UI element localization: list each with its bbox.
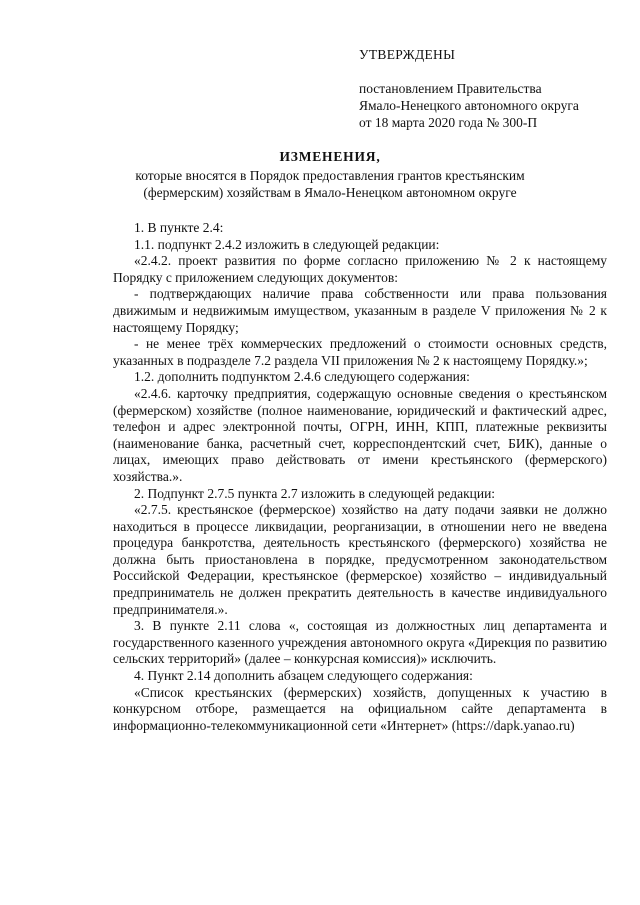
document-subtitle-line-2: (фермерским) хозяйствам в Ямало-Ненецком автономном округе [143,185,517,200]
paragraph: 3. В пункте 2.11 слова «, состоящая из должностных лиц департамента и государственного казенного учреждения автономного округа «Дирекция по развитию сельских территорий» (далее – конкурсная комиссия)» исключить. [113,618,607,667]
approval-line-3: от 18 марта 2020 года № 300-П [359,115,538,130]
paragraph: «2.4.2. проект развития по форме согласно приложению № 2 к настоящему Порядку с приложением следующих документов: [113,253,607,285]
approval-line-1: постановлением Правительства [359,81,542,96]
approval-block [359,46,629,131]
document-title: ИЗМЕНЕНИЯ, [279,149,381,164]
paragraph: 4. Пункт 2.14 дополнить абзацем следующего содержания: [134,668,473,684]
paragraph: - подтверждающих наличие права собственности или права пользования движимым и недвижимым имуществом, указанным в разделе V приложения № 2 к настоящему Порядку; [113,286,607,335]
paragraph: 1. В пункте 2.4: [134,220,224,235]
document-heading [80,148,580,201]
paragraph: «Список крестьянских (фермерских) хозяйств, допущенных к участию в конкурсном отборе, размещается на официальном сайте департамента в информационно-телекоммуникационной сети «Интернет» (https://dapk.yanao.ru) [113,684,607,733]
paragraph: 1.2. дополнить подпунктом 2.4.6 следующего содержания: [134,369,470,385]
paragraph: «2.4.6. карточку предприятия, содержащую основные сведения о крестьянском (фермерском) хозяйстве (полное наименование, юридический и фактический адрес, телефон и адрес электронной почты, ОГРН, ИНН, КПП, платежные реквизиты (наименование банка, расчетный счет, корреспондентский счет, БИК), данные о лицах, имеющих право действовать от имени крестьянского (фермерского) хозяйства.». [113,385,607,484]
document-body [113,220,607,734]
approval-line-2: Ямало-Ненецкого автономного округа [359,98,579,113]
paragraph: «2.7.5. крестьянское (фермерское) хозяйство на дату подачи заявки не должно находиться в процессе ликвидации, реорганизации, в отношении него не введена процедура банкротства, деятельность крестьянского (фермерского) хозяйства не должна быть приостановлена в порядке, предусмотренном законодательством Российской Федерации, крестьянское (фермерское) хозяйство – индивидуальный предприниматель не должен прекратить деятельность в качестве индивидуального предпринимателя.». [113,502,607,617]
paragraph: 2. Подпункт 2.7.5 пункта 2.7 изложить в следующей редакции: [134,485,496,501]
document-subtitle-line-1: которые вносятся в Порядок предоставления грантов крестьянским [135,168,525,183]
approval-heading: УТВЕРЖДЕНЫ [359,47,456,62]
paragraph: 1.1. подпункт 2.4.2 изложить в следующей редакции: [134,236,440,252]
paragraph: - не менее трёх коммерческих предложений о стоимости основных средств, указанных в подразделе 7.2 раздела VII приложения № 2 к настоящему Порядку.»; [113,336,607,368]
